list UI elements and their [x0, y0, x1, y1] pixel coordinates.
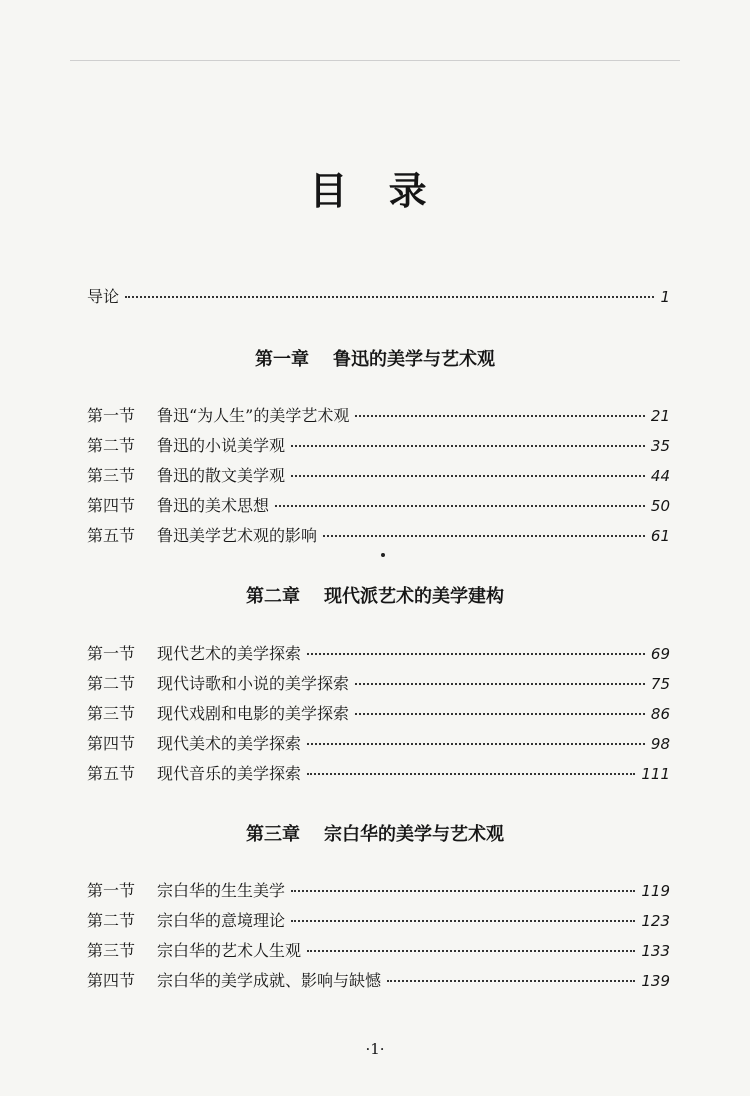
- section-title: 宗白华的艺术人生观: [157, 941, 302, 960]
- dot-leader: [323, 535, 645, 537]
- section-label: 第三节: [87, 466, 136, 485]
- toc-row: [87, 465, 670, 487]
- toc-row: [87, 763, 670, 785]
- dot-leader: [355, 713, 645, 715]
- section-label: 第五节: [87, 526, 136, 545]
- section-label: 第二节: [87, 436, 136, 455]
- section-title: 鲁迅的美术思想: [157, 496, 270, 515]
- dot-leader: [355, 683, 645, 685]
- chapter-title: 鲁迅的美学与艺术观: [333, 349, 495, 370]
- dot-leader: [355, 415, 645, 417]
- section-label: 第四节: [87, 496, 136, 515]
- section-title: 现代美术的美学探索: [157, 734, 302, 753]
- section-label: 第三节: [87, 941, 136, 960]
- dot-leader: [291, 890, 635, 892]
- toc-row: [87, 733, 670, 755]
- toc-row: [87, 673, 670, 695]
- section-label: 第二节: [87, 674, 136, 693]
- dot-leader: [307, 773, 635, 775]
- toc-row: [87, 970, 670, 992]
- page-title: 目 录: [309, 169, 441, 213]
- section-title: 宗白华的美学成就、影响与缺憾: [157, 971, 382, 990]
- toc-page-number: 50: [650, 497, 670, 515]
- toc-page-number: 69: [650, 645, 670, 663]
- toc-page-number: 119: [641, 882, 670, 900]
- toc-row: [87, 910, 670, 932]
- toc-row: [87, 435, 670, 457]
- chapter-number: 第三章: [246, 824, 300, 845]
- toc-page-number: 123: [641, 912, 670, 930]
- toc-page-number: 139: [641, 972, 670, 990]
- section-title: 现代诗歌和小说的美学探索: [157, 674, 350, 693]
- dot-leader: [307, 653, 645, 655]
- toc-row: [87, 880, 670, 902]
- section-label: 第一节: [87, 881, 136, 900]
- toc-row: [87, 525, 670, 547]
- chapter-title: 宗白华的美学与艺术观: [324, 824, 504, 845]
- ink-dot: [381, 553, 385, 557]
- section-label: 第四节: [87, 734, 136, 753]
- section-title: 宗白华的意境理论: [157, 911, 286, 930]
- toc-row: [87, 495, 670, 517]
- section-title: 现代艺术的美学探索: [157, 644, 302, 663]
- toc-row: [87, 703, 670, 725]
- section-title: 宗白华的生生美学: [157, 881, 286, 900]
- toc-page-number: 44: [650, 467, 670, 485]
- toc-page-number: 111: [641, 765, 670, 783]
- section-label: 第二节: [87, 911, 136, 930]
- section-label: 第一节: [87, 406, 136, 425]
- section-label: 第三节: [87, 704, 136, 723]
- dot-leader: [275, 505, 645, 507]
- dot-leader: [387, 980, 635, 982]
- dot-leader: [125, 296, 654, 298]
- section-label: 第四节: [87, 971, 136, 990]
- header-rule: [70, 60, 680, 61]
- toc-page-number: 86: [650, 705, 670, 723]
- dot-leader: [291, 920, 635, 922]
- toc-page-number: 98: [650, 735, 670, 753]
- page-number-footer: ·1·: [365, 1040, 385, 1058]
- chapter-heading: [0, 582, 750, 608]
- chapter-number: 第一章: [255, 349, 309, 370]
- section-title: 现代音乐的美学探索: [157, 764, 302, 783]
- section-title: 鲁迅的散文美学观: [157, 466, 286, 485]
- toc-page-number: 75: [650, 675, 670, 693]
- dot-leader: [291, 445, 645, 447]
- toc-page-number: 35: [650, 437, 670, 455]
- toc-page-number: 133: [641, 942, 670, 960]
- section-title: 鲁迅的小说美学观: [157, 436, 286, 455]
- dot-leader: [307, 950, 635, 952]
- toc-page-number: 61: [650, 527, 670, 545]
- toc-row-intro: [87, 286, 670, 308]
- chapter-heading: [0, 345, 750, 371]
- section-title: 鲁迅美学艺术观的影响: [157, 526, 318, 545]
- chapter-number: 第二章: [246, 586, 300, 607]
- section-label: 第五节: [87, 764, 136, 783]
- chapter-heading: [0, 820, 750, 846]
- section-title: 鲁迅“为人生”的美学艺术观: [157, 406, 350, 425]
- toc-row: [87, 643, 670, 665]
- toc-row: [87, 405, 670, 427]
- toc-intro-label: 导论: [87, 287, 120, 306]
- dot-leader: [307, 743, 645, 745]
- toc-page-number: 21: [650, 407, 670, 425]
- section-title: 现代戏剧和电影的美学探索: [157, 704, 350, 723]
- toc-row: [87, 940, 670, 962]
- section-label: 第一节: [87, 644, 136, 663]
- dot-leader: [291, 475, 645, 477]
- chapter-title: 现代派艺术的美学建构: [324, 586, 504, 607]
- toc-page-number: 1: [660, 288, 670, 306]
